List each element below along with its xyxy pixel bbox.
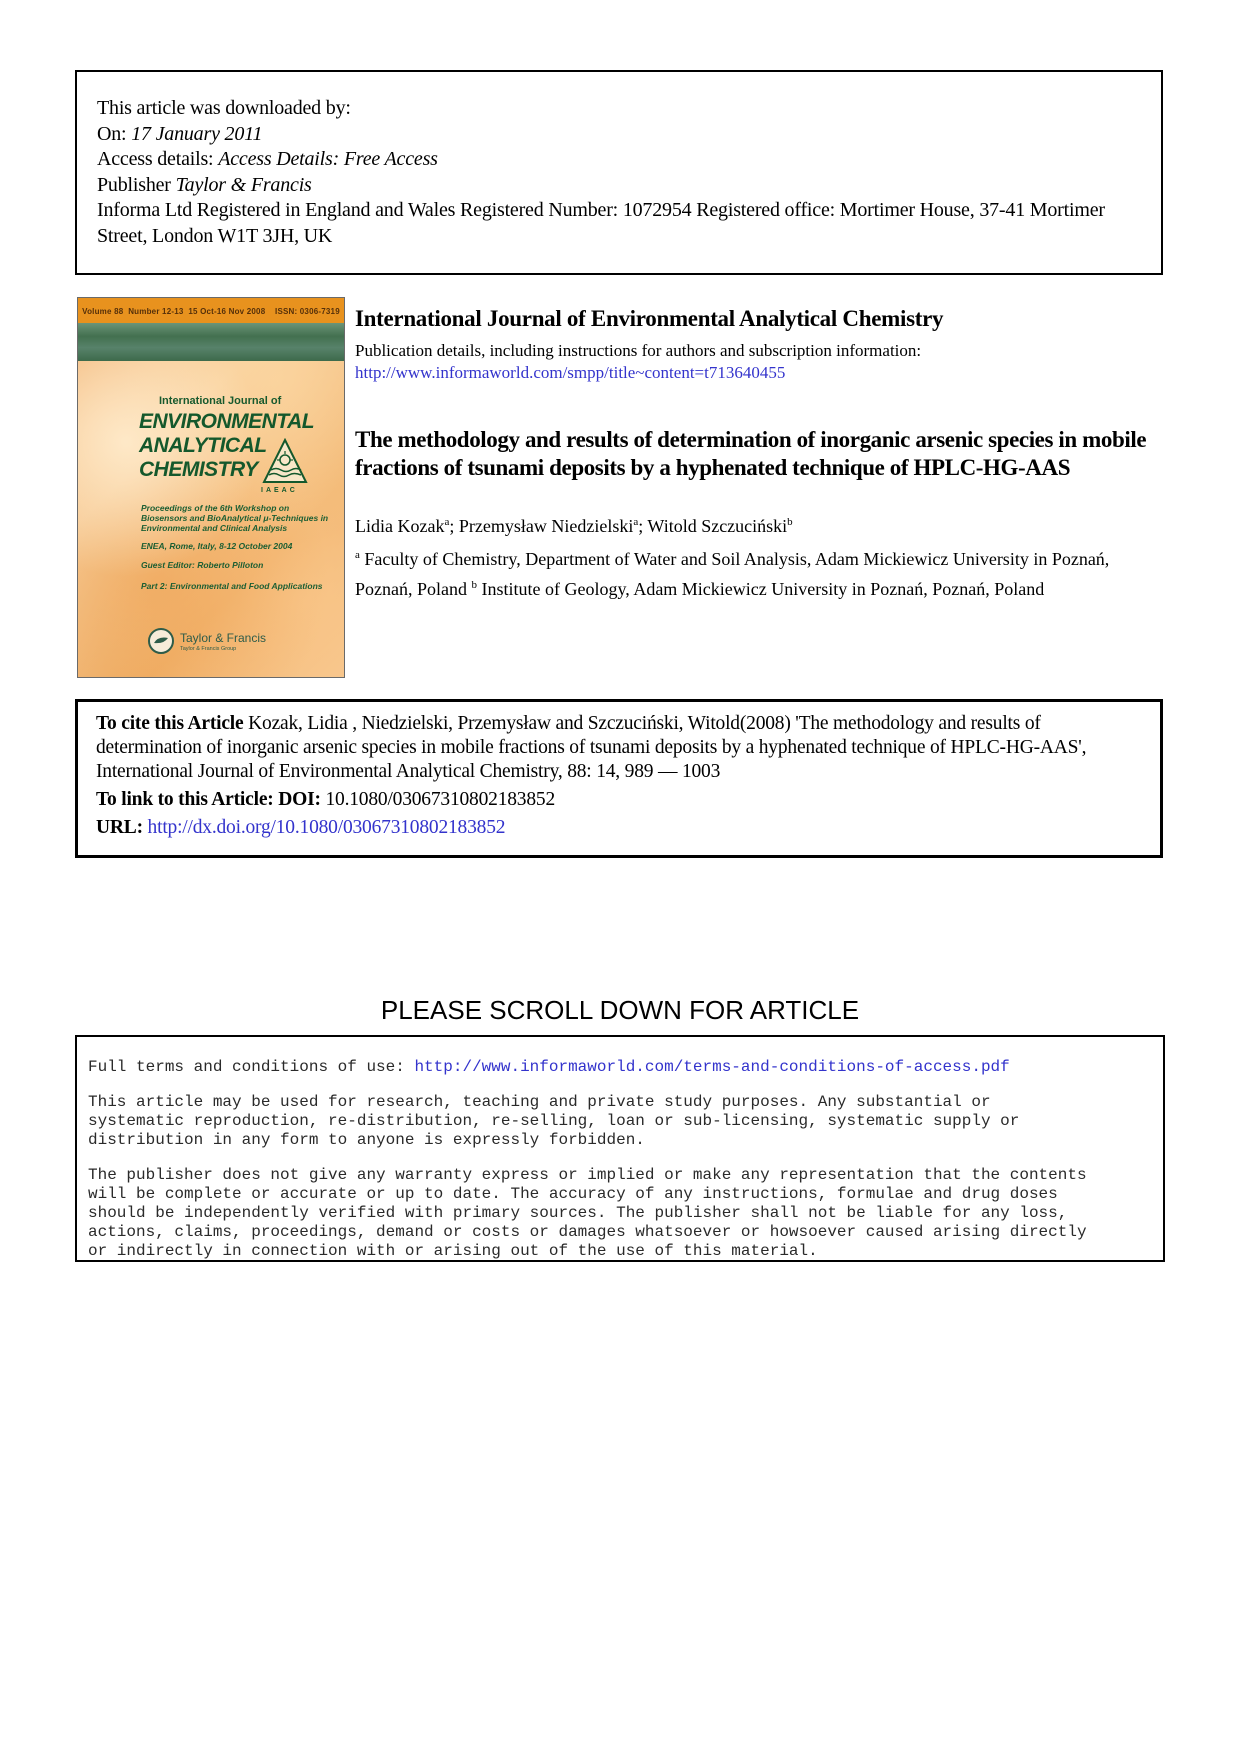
author-1: Lidia Kozak xyxy=(355,516,445,536)
on-label: On: xyxy=(97,122,132,145)
author-separator: ; xyxy=(449,516,459,536)
full-terms-label: Full terms and conditions of use: xyxy=(88,1058,415,1076)
publication-details-line: Publication details, including instructions for authors and subscription information: xyxy=(355,341,922,360)
journal-cover xyxy=(77,297,345,678)
url-label: URL: xyxy=(96,817,148,838)
download-info-box xyxy=(75,70,1163,275)
download-date-line xyxy=(97,122,1137,148)
terms-line: should be independently verified with primary sources. The publisher shall not be liable for any loss, xyxy=(88,1204,1068,1222)
cover-volume-strip: Volume 88 Number 12-13 15 Oct-16 Nov 2008 ISSN: 0306-7319 xyxy=(78,298,344,323)
article-title: The methodology and results of determination of inorganic arsenic species in mobile fractions of tsunami deposits by a hyphenated technique of HPLC-HG-AAS xyxy=(355,427,1147,480)
iaeac-triangle-logo-icon xyxy=(262,438,308,486)
terms-line: actions, claims, proceedings, demand or costs or damages whatsoever or howsoever caused arising directly xyxy=(88,1223,1087,1241)
terms-line: This article may be used for research, teaching and private study purposes. Any substantial or xyxy=(88,1093,991,1111)
cover-title-line1: ENVIRONMENTAL xyxy=(139,410,315,433)
cite-text: Kozak, Lidia , Niedzielski, Przemysław and Szczuciński, Witold(2008) 'The methodology and results of determination of inorganic arsenic species in mobile fractions of tsunami deposits by a hyphenated technique of HPLC-HG-AAS', International Journal of Environmental Analytical Chemistry, 88: 14, 989 — 1003 xyxy=(96,713,1087,782)
publisher-label: Publisher xyxy=(97,173,176,196)
publisher-value: Taylor & Francis xyxy=(175,173,312,196)
terms-line: or indirectly in connection with or arising out of the use of this material. xyxy=(88,1242,818,1260)
doi-value: 10.1080/03067310802183852 xyxy=(325,789,556,810)
access-value: Access Details: Free Access xyxy=(218,148,438,170)
affiliation-a-mark: a xyxy=(355,549,360,561)
journal-name: International Journal of Environmental Analytical Chemistry xyxy=(355,306,944,331)
access-label: Access details: xyxy=(97,148,219,170)
author-2: Przemysław Niedzielski xyxy=(458,516,634,536)
publisher-line xyxy=(97,173,1137,199)
tf-group-sub: Taylor & Francis Group xyxy=(180,645,237,652)
cover-proceedings-line2: Biosensors and BioAnalytical μ-Techniques in xyxy=(141,513,329,523)
informa-line: Informa Ltd Registered in England and Wales Registered Number: 1072954 Registered office: Mortimer House, 37-41 Mortimer Street, London W1T 3JH, UK xyxy=(97,199,1105,247)
access-details-line xyxy=(97,147,1137,173)
cover-venue: ENEA, Rome, Italy, 8-12 October 2004 xyxy=(141,541,293,551)
journal-content-link[interactable]: http://www.informaworld.com/smpp/title~content=t713640455 xyxy=(355,363,786,382)
terms-line: The publisher does not give any warranty express or implied or make any representation that the contents xyxy=(88,1166,1087,1184)
taylor-francis-wordmark xyxy=(180,631,266,652)
cover-proceedings xyxy=(141,503,328,533)
affiliation-b-mark: b xyxy=(471,579,477,591)
downloaded-by-line: This article was downloaded by: xyxy=(97,97,351,119)
doi-label: To link to this Article: DOI: xyxy=(96,789,326,810)
tf-name: Taylor & Francis xyxy=(180,630,267,645)
terms-paragraph-usage xyxy=(88,1093,1153,1150)
cover-guest-editor: Guest Editor: Roberto Pilloton xyxy=(141,560,264,570)
author-2-affiliation-mark: a xyxy=(633,516,639,528)
taylor-francis-logo xyxy=(148,628,266,654)
author-3-affiliation-mark: b xyxy=(787,516,793,528)
author-1-affiliation-mark: a xyxy=(444,516,450,528)
cite-box xyxy=(75,699,1163,858)
cover-journal-of: International Journal of xyxy=(159,395,282,407)
terms-box xyxy=(75,1035,1165,1262)
terms-paragraph-warranty xyxy=(88,1166,1153,1261)
on-value: 17 January 2011 xyxy=(131,122,263,145)
affiliation-b: Institute of Geology, Adam Mickiewicz University in Poznań, Poznań, Poland xyxy=(477,579,1045,599)
author-separator: ; xyxy=(638,516,648,536)
authors-line xyxy=(355,516,793,537)
terms-conditions-link[interactable]: http://www.informaworld.com/terms-and-conditions-of-access.pdf xyxy=(414,1058,1010,1076)
cite-label: To cite this Article xyxy=(96,713,244,734)
cover-part: Part 2: Environmental and Food Applications xyxy=(141,581,323,591)
cite-paragraph xyxy=(96,712,1142,784)
url-line xyxy=(96,816,1142,840)
affiliations xyxy=(355,542,1123,602)
doi-url-link[interactable]: http://dx.doi.org/10.1080/03067310802183852 xyxy=(147,817,506,838)
terms-line: will be complete or accurate or up to date. The accuracy of any instructions, formulae and drug doses xyxy=(88,1185,1058,1203)
author-3: Witold Szczuciński xyxy=(647,516,788,536)
terms-line: systematic reproduction, re-distribution, re-selling, loan or sub-licensing, systematic supply or xyxy=(88,1112,1020,1130)
doi-line xyxy=(96,788,1142,812)
cover-title-line2: ANALYTICAL xyxy=(139,434,267,457)
full-terms-line xyxy=(88,1058,1153,1077)
cover-proceedings-line3: Environmental and Clinical Analysis xyxy=(141,523,288,533)
terms-line: distribution in any form to anyone is expressly forbidden. xyxy=(88,1131,645,1149)
affiliation-a: Faculty of Chemistry, Department of Water and Soil Analysis, Adam Mickiewicz University in Poznań, Poznań, Poland xyxy=(355,549,1110,599)
cover-proceedings-line1: Proceedings of the 6th Workshop on xyxy=(141,503,290,513)
taylor-francis-globe-icon xyxy=(148,628,174,654)
cover-green-band xyxy=(78,323,344,361)
cover-title-line3: CHEMISTRY xyxy=(139,458,258,481)
scroll-down-notice: PLEASE SCROLL DOWN FOR ARTICLE xyxy=(380,995,860,1025)
iaeac-letters: IAEAC xyxy=(261,487,298,494)
